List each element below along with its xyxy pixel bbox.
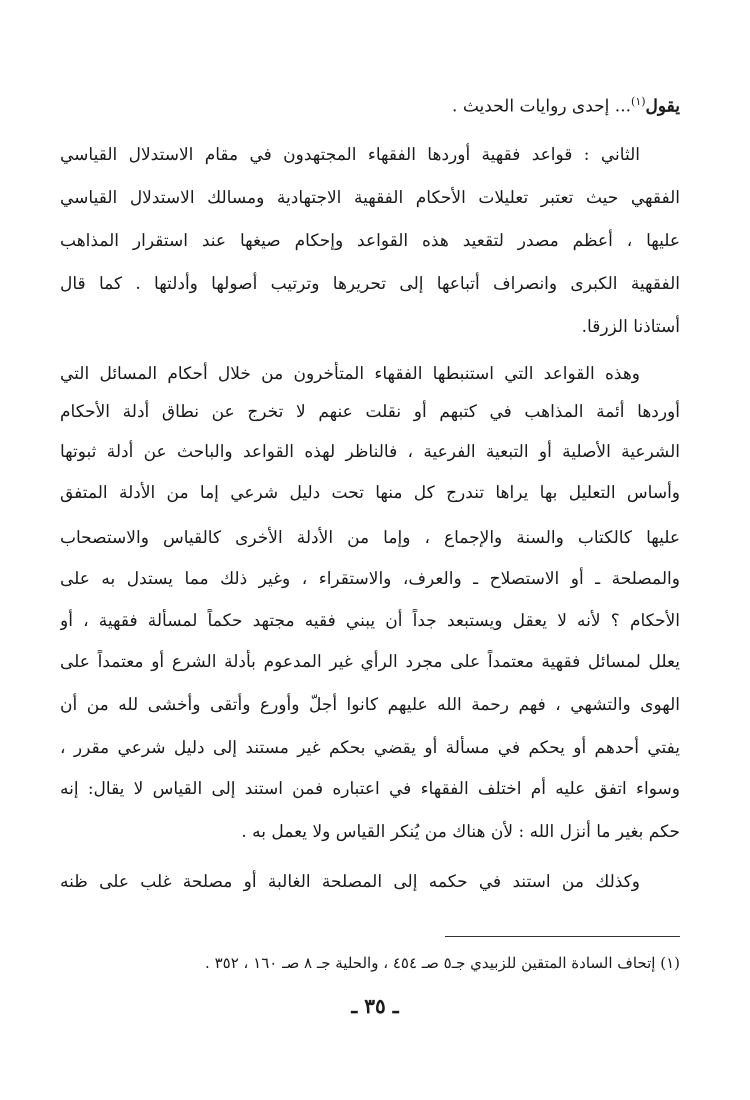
text-line: الأحكام ؟ لأنه لا يعقل ويستبعد جداً أن يبني فقيه مجتهد حكماً لمسألة فقهية ، أو <box>60 611 680 631</box>
text-line: يفتي أحدهم أو يحكم في مسألة أو يقضي بحكم غير مستند إلى دليل شرعي مقرر ، <box>60 738 680 758</box>
text-line: الفقهي حيث تعتبر تعليلات الأحكام الفقهية الاجتهادية ومسالك الاستدلال القياسي <box>60 188 680 208</box>
opening-line <box>60 90 680 116</box>
text-line: والمصلحة ـ أو الاستصلاح ـ والعرف، والاستقراء ، وغير ذلك مما يستدل به على <box>60 569 680 589</box>
text-line: حكم بغير ما أنزل الله : لأن هناك من يُنكر القياس ولا يعمل به . <box>241 822 680 842</box>
text-line: وكذلك من استند في حكمه إلى المصلحة الغالبة أو مصلحة غلب على ظنه <box>60 872 640 892</box>
text-line: الفقهية الكبرى وانصراف أتباعها إلى تحريرها وترتيب أصولها وأدلتها . كما قال <box>60 274 680 294</box>
text-line: وسواء اتفق عليه أم اختلف الفقهاء في اعتباره فمن استند إلى القياس لا يقال: إنه <box>60 779 680 799</box>
page-number: ـ ٣٥ ـ <box>351 994 399 1018</box>
text-line: عليها ، أعظم مصدر لتقعيد هذه القواعد وإحكام صيغها عند استقرار المذاهب <box>60 231 680 251</box>
text-line: يعلل لمسائل فقهية معتمداً على مجرد الرأي غير المدعوم بأدلة الشرع أو معتمداً على <box>60 652 680 672</box>
opening-line-text: ... إحدى روايات الحديث . <box>452 96 632 116</box>
opening-bold-word: يقول <box>645 96 680 116</box>
footnote: (١) إتحاف السادة المتقين للزبيدي جـ٥ صـ ٤٥٤ ، والحلية جـ ٨ صـ ١٦٠ ، ٣٥٢ . <box>205 954 680 972</box>
footnote-divider <box>445 936 680 937</box>
text-line: وأساس التعليل بها يراها تندرج كل منها تحت دليل شرعي إما من الأدلة المتفق <box>60 483 680 503</box>
text-line: الهوى والتشهي ، فهم رحمة الله عليهم كانوا أجلّ وأورع وأتقى وأخشى لله من أن <box>60 695 680 715</box>
text-line: عليها كالكتاب والسنة والإجماع ، وإما من الأدلة الأخرى كالقياس والاستصحاب <box>60 528 680 548</box>
text-line: أوردها أئمة المذاهب في كتبهم أو نقلت عنهم لا تخرج عن نطاق أدلة الأحكام <box>60 402 680 422</box>
text-line: الشرعية الأصلية أو التبعية الفرعية ، فالناظر لهذه القواعد والباحث عن أدلة ثبوتها <box>60 442 680 462</box>
text-line: وهذه القواعد التي استنبطها الفقهاء المتأخرون من خلال أحكام المسائل التي <box>60 364 640 384</box>
footnote-marker: (١) <box>631 95 646 108</box>
text-line: أستاذنا الزرقا. <box>581 317 680 337</box>
text-line: الثاني : قواعد فقهية أوردها الفقهاء المجتهدون في مقام الاستدلال القياسي <box>60 145 640 165</box>
